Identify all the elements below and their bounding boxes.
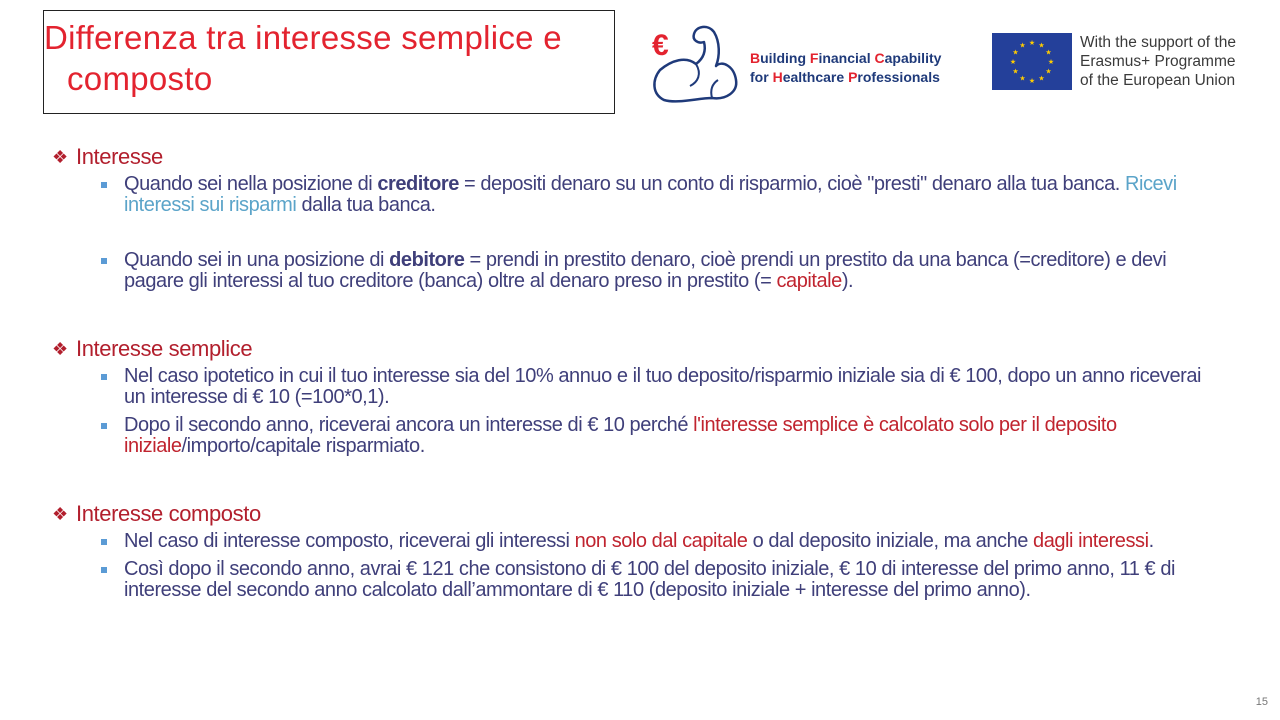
- square-bullet-icon: [101, 182, 107, 188]
- slide-content: [52, 144, 1222, 601]
- list-item: Quando sei in una posizione di debitore = prendi in prestito denaro, cioè prendi un prestito da una banca (=creditore) e devi pagare gli interessi al tuo creditore (banca) oltre al denaro preso in prestito (= capitale).: [52, 250, 1222, 292]
- eu-support-logo: [992, 33, 1262, 93]
- eu-star-icon: ★: [1012, 68, 1019, 76]
- square-bullet-icon: [101, 423, 107, 429]
- eu-star-icon: ★: [1012, 49, 1019, 57]
- eu-flag-icon: [992, 33, 1072, 90]
- list-item: Quando sei nella posizione di creditore = depositi denaro su un conto di risparmio, cioè "presti" denaro alla tua banca. Ricevi interessi sui risparmi dalla tua banca.: [52, 174, 1222, 216]
- project-logo: [646, 22, 956, 104]
- eu-star-icon: ★: [1038, 42, 1045, 50]
- eu-star-icon: ★: [1047, 59, 1055, 66]
- section-interesse-semplice: [52, 336, 1222, 457]
- logo-line-1: Building Financial Capability: [750, 50, 942, 66]
- eu-star-icon: ★: [1009, 59, 1017, 66]
- section-interesse: [52, 144, 1222, 292]
- eu-star-icon: ★: [1045, 68, 1052, 76]
- diamond-bullet-icon: ❖: [52, 147, 68, 167]
- list-item: Dopo il secondo anno, riceverai ancora un interesse di € 10 perché l'interesse semplice è calcolato solo per il deposito iniziale/importo/capitale risparmiato.: [52, 415, 1222, 457]
- square-bullet-icon: [101, 258, 107, 264]
- page-number: 15: [1255, 696, 1268, 708]
- square-bullet-icon: [101, 567, 107, 573]
- title-line-1: Differenza tra interesse semplice e: [44, 19, 562, 56]
- eu-star-icon: ★: [1019, 75, 1026, 83]
- logo-line-2: for Healthcare Professionals: [750, 69, 940, 85]
- square-bullet-icon: [101, 539, 107, 545]
- eu-star-icon: ★: [1019, 42, 1026, 50]
- diamond-bullet-icon: ❖: [52, 339, 68, 359]
- slide-title: [44, 17, 562, 99]
- section-heading: ❖ Interesse composto: [52, 501, 261, 526]
- eu-star-icon: ★: [1028, 78, 1036, 85]
- square-bullet-icon: [101, 374, 107, 380]
- eu-star-icon: ★: [1038, 75, 1045, 83]
- eu-support-text: With the support of the Erasmus+ Programme of the European Union: [1080, 34, 1236, 89]
- list-item: Nel caso di interesse composto, riceverai gli interessi non solo dal capitale o dal deposito iniziale, ma anche dagli interessi.: [52, 531, 1222, 552]
- diamond-bullet-icon: ❖: [52, 504, 68, 524]
- eu-star-icon: ★: [1045, 49, 1052, 57]
- section-interesse-composto: [52, 501, 1222, 601]
- title-box: [43, 10, 615, 114]
- section-heading: ❖ Interesse: [52, 144, 163, 169]
- eu-star-icon: ★: [1028, 40, 1036, 47]
- flexed-arm-icon: [646, 22, 746, 104]
- section-heading: ❖ Interesse semplice: [52, 336, 253, 361]
- title-line-2: composto: [67, 60, 213, 97]
- logo-text: [750, 49, 941, 87]
- list-item: Così dopo il secondo anno, avrai € 121 che consistono di € 100 del deposito iniziale, € 10 di interesse del primo anno, 11 € di interesse del secondo anno calcolato dall’ammontare di € 110 (deposito iniziale + interesse del primo anno).: [52, 559, 1222, 601]
- list-item: Nel caso ipotetico in cui il tuo interesse sia del 10% annuo e il tuo deposito/risparmio iniziale sia di € 100, dopo un anno riceverai un interesse di € 10 (=100*0,1).: [52, 366, 1222, 408]
- euro-symbol: €: [652, 29, 669, 62]
